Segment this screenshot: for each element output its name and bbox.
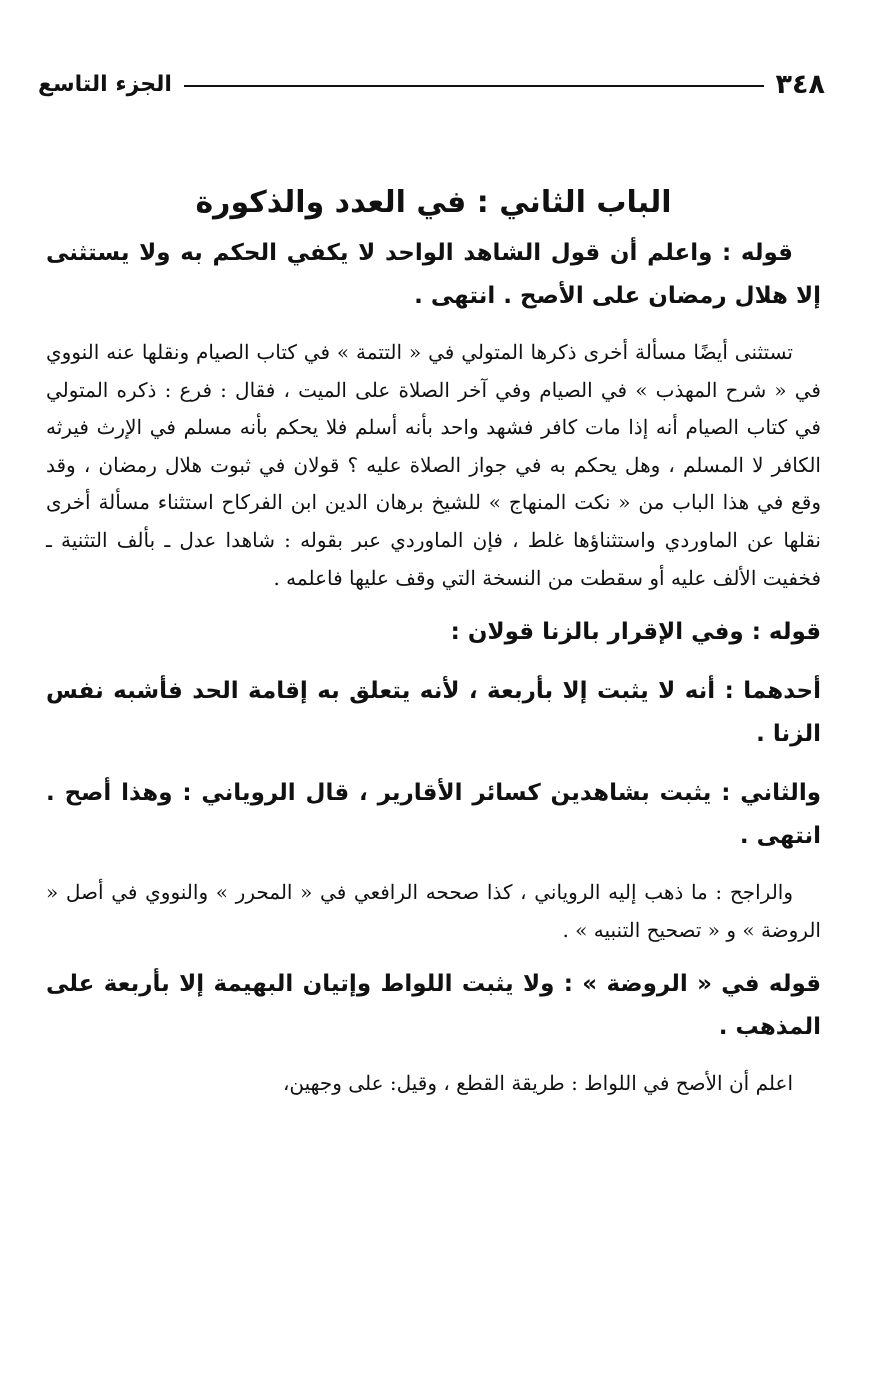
commentary-paragraph: والراجح : ما ذهب إليه الروياني ، كذا صححه الرافعي في « المحرر » والنووي في أصل « الروضة » و « تصحيح التنبيه » . — [46, 880, 821, 942]
quote-paragraph: أحدهما : أنه لا يثبت إلا بأربعة ، لأنه يتعلق به إقامة الحد فأشبه نفس الزنا . — [46, 678, 821, 748]
running-title: الجزء التاسع — [38, 71, 172, 97]
page-header — [38, 64, 825, 104]
page-number: ٣٤٨ — [775, 68, 825, 100]
quote-paragraph: قوله في « الروضة » : ولا يثبت اللواط وإتيان البهيمة إلا بأربعة على المذهب . — [46, 971, 821, 1041]
commentary-paragraph: تستثنى أيضًا مسألة أخرى ذكرها المتولي في « التتمة » في كتاب الصيام ونقلها عنه النووي في « شرح المهذب » في الصيام وفي آخر الصلاة على الميت ، فقال : فرع : ذكره المتولي في كتاب الصيام أنه إذا مات كافر فشهد واحد بأنه أسلم فلا يحكم بأنه مسلم في الإرث فيرثه الكافر لا المسلم ، وهل يحكم به في جواز الصلاة عليه ؟ قولان في ثبوت هلال رمضان ، وقد وقع في هذا الباب من « نكت المنهاج » للشيخ برهان الدين ابن الفركاح استثناء مسألة أخرى نقلها عن الماوردي واستثناؤها غلط ، فإن الماوردي عبر بقوله : شاهدا عدل ـ بألف التثنية ـ فخفيت الألف عليه أو سقطت من النسخة التي وقف عليها فاعلمه . — [46, 340, 821, 590]
quote-paragraph: والثاني : يثبت بشاهدين كسائر الأقارير ، قال الروياني : وهذا أصح . انتهى . — [46, 780, 821, 850]
quote-paragraph: قوله : وفي الإقرار بالزنا قولان : — [450, 619, 821, 646]
page-content — [46, 178, 821, 1117]
chapter-title: الباب الثاني : في العدد والذكورة — [195, 185, 672, 220]
header-divider — [184, 85, 764, 87]
commentary-paragraph: اعلم أن الأصح في اللواط : طريقة القطع ، وقيل: على وجهين، — [282, 1071, 793, 1096]
quote-paragraph: قوله : واعلم أن قول الشاهد الواحد لا يكفي الحكم به ولا يستثنى إلا هلال رمضان على الأصح . انتهى . — [46, 240, 821, 309]
